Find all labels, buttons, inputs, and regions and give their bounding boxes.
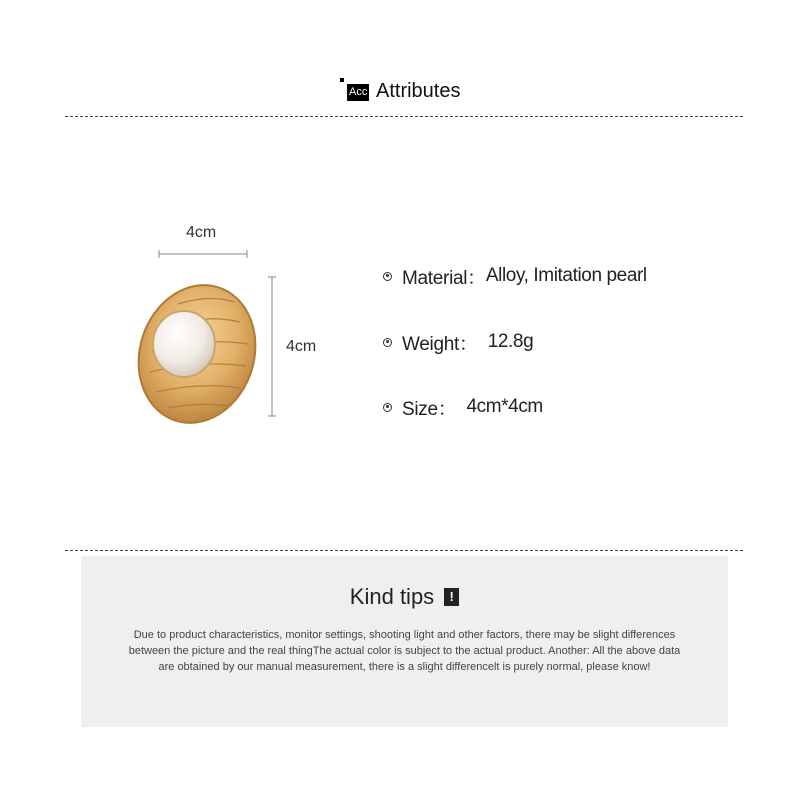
tips-text: Due to product characteristics, monitor settings, shooting light and other factors, there may be slight differences between the picture and the real thingThe actual color is subject to the actual product. Another: All the above data are obtained by our manual measurement, there is a slight differencelt is purely normal, please know! bbox=[128, 629, 681, 673]
attribute-row-material bbox=[383, 263, 647, 289]
height-dimension-line bbox=[266, 276, 278, 417]
bullet-icon bbox=[383, 338, 392, 347]
section-title: Attributes bbox=[376, 80, 461, 102]
header-dot-icon bbox=[340, 78, 344, 82]
bullet-icon bbox=[383, 403, 392, 412]
attribute-value: 4cm*4cm bbox=[466, 396, 543, 417]
attribute-row-weight bbox=[383, 329, 533, 355]
attribute-label: Material： bbox=[402, 267, 486, 289]
attribute-label: Weight： bbox=[402, 333, 478, 355]
section-header bbox=[0, 78, 800, 108]
bottom-divider bbox=[65, 550, 743, 551]
bullet-icon bbox=[383, 272, 392, 281]
tips-heading bbox=[81, 583, 728, 610]
attribute-value: Alloy, Imitation pearl bbox=[485, 265, 647, 286]
top-divider bbox=[65, 116, 743, 117]
attribute-value: 12.8g bbox=[487, 331, 534, 352]
header-badge: Acc bbox=[347, 84, 369, 101]
alert-icon: ! bbox=[444, 588, 459, 606]
height-label: 4cm bbox=[286, 338, 317, 355]
attribute-label: Size： bbox=[402, 398, 457, 420]
width-label: 4cm bbox=[186, 224, 217, 241]
kind-tips-panel bbox=[81, 556, 728, 727]
tips-title: Kind tips bbox=[349, 584, 435, 610]
attribute-row-size bbox=[383, 394, 543, 420]
